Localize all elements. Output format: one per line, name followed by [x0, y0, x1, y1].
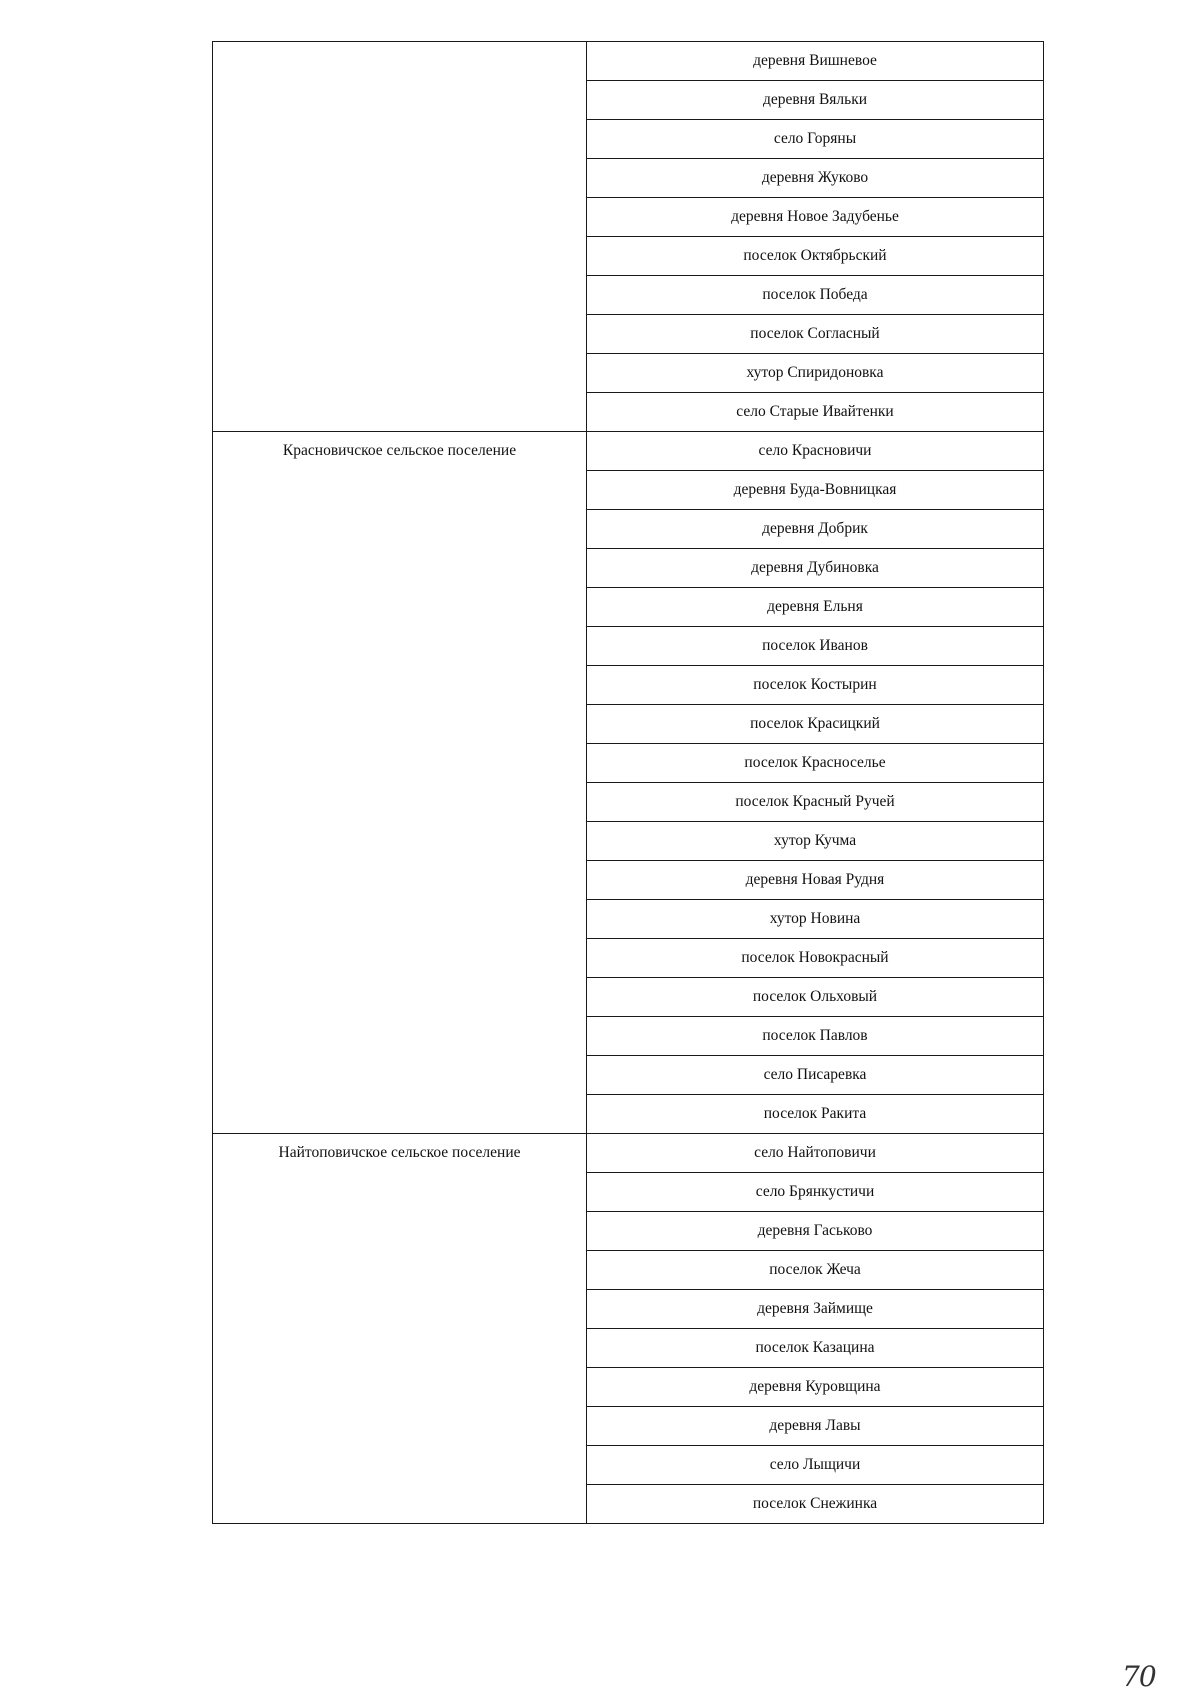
- place-name: деревня Вишневое: [587, 42, 1044, 81]
- table-row: [213, 432, 1044, 471]
- place-name: село Писаревка: [587, 1056, 1044, 1095]
- place-name: поселок Октябрьский: [587, 237, 1044, 276]
- place-name: хутор Новина: [587, 900, 1044, 939]
- place-name: поселок Красный Ручей: [587, 783, 1044, 822]
- place-name: поселок Казацина: [587, 1329, 1044, 1368]
- place-name: деревня Новая Рудня: [587, 861, 1044, 900]
- place-name: поселок Красноселье: [587, 744, 1044, 783]
- settlements-table-body: [213, 42, 1044, 1524]
- place-name: деревня Лавы: [587, 1407, 1044, 1446]
- place-name: деревня Новое Задубенье: [587, 198, 1044, 237]
- place-name: село Лыщичи: [587, 1446, 1044, 1485]
- table-row: [213, 1134, 1044, 1173]
- place-name: деревня Дубиновка: [587, 549, 1044, 588]
- place-name: поселок Согласный: [587, 315, 1044, 354]
- place-name: поселок Ракита: [587, 1095, 1044, 1134]
- place-name: деревня Вяльки: [587, 81, 1044, 120]
- place-name: село Горяны: [587, 120, 1044, 159]
- page-number: 70: [1122, 1660, 1156, 1693]
- place-name: поселок Ольховый: [587, 978, 1044, 1017]
- place-name: поселок Победа: [587, 276, 1044, 315]
- place-name: деревня Ельня: [587, 588, 1044, 627]
- place-name: деревня Куровщина: [587, 1368, 1044, 1407]
- place-name: село Красновичи: [587, 432, 1044, 471]
- place-name: село Найтоповичи: [587, 1134, 1044, 1173]
- place-name: поселок Павлов: [587, 1017, 1044, 1056]
- settlement-cell: [213, 432, 587, 1134]
- place-name: деревня Гаськово: [587, 1212, 1044, 1251]
- settlements-table: [212, 41, 1044, 1524]
- place-name: поселок Иванов: [587, 627, 1044, 666]
- place-name: поселок Новокрасный: [587, 939, 1044, 978]
- settlement-name: Красновичское сельское поселение: [282, 442, 517, 459]
- settlement-name: Найтоповичское сельское поселение: [278, 1144, 521, 1161]
- place-name: деревня Буда-Вовницкая: [587, 471, 1044, 510]
- table-row: [213, 42, 1044, 81]
- place-name: деревня Добрик: [587, 510, 1044, 549]
- place-name: хутор Кучма: [587, 822, 1044, 861]
- place-name: село Брянкустичи: [587, 1173, 1044, 1212]
- place-name: деревня Жуково: [587, 159, 1044, 198]
- settlement-cell: [213, 1134, 587, 1524]
- settlement-cell: [213, 42, 587, 432]
- place-name: поселок Красицкий: [587, 705, 1044, 744]
- place-name: поселок Снежинка: [587, 1485, 1044, 1524]
- place-name: деревня Займище: [587, 1290, 1044, 1329]
- place-name: поселок Жеча: [587, 1251, 1044, 1290]
- place-name: село Старые Ивайтенки: [587, 393, 1044, 432]
- place-name: поселок Костырин: [587, 666, 1044, 705]
- place-name: хутор Спиридоновка: [587, 354, 1044, 393]
